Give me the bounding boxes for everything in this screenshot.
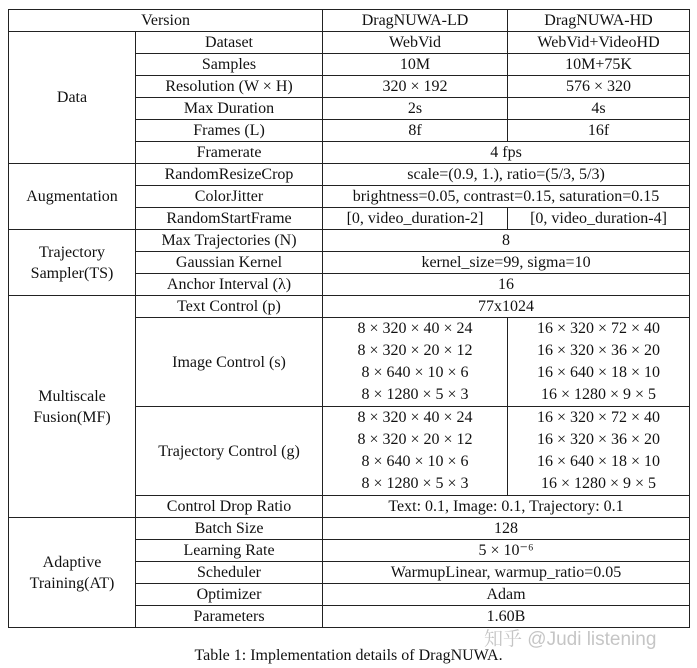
shape-entry: 8 × 320 × 20 × 12 bbox=[357, 431, 473, 448]
shape-entry: 8 × 320 × 20 × 12 bbox=[357, 342, 473, 359]
cell-shared: 1.60B bbox=[323, 606, 690, 628]
table-row bbox=[9, 164, 690, 186]
shape-entry: 16 × 320 × 72 × 40 bbox=[536, 320, 661, 337]
shape-entry: 8 × 320 × 40 × 24 bbox=[357, 320, 473, 337]
table-row bbox=[9, 296, 690, 318]
group-adaptive-training: Adaptive Training(AT) bbox=[9, 518, 136, 628]
shape-entry: 8 × 1280 × 5 × 3 bbox=[361, 386, 469, 403]
shape-entry: 8 × 640 × 10 × 6 bbox=[361, 364, 469, 381]
row-label: Trajectory Control (g) bbox=[136, 407, 323, 496]
cell-hd-stack bbox=[508, 318, 690, 407]
shape-entry: 16 × 1280 × 9 × 5 bbox=[540, 386, 657, 403]
row-label: Anchor Interval (λ) bbox=[136, 274, 323, 296]
cell-shared: 77x1024 bbox=[323, 296, 690, 318]
cell-ld-stack bbox=[323, 318, 508, 407]
shape-entry: 16 × 640 × 18 × 10 bbox=[536, 364, 661, 381]
shape-entry: 8 × 640 × 10 × 6 bbox=[361, 453, 469, 470]
row-label: RandomStartFrame bbox=[136, 208, 323, 230]
row-label: Framerate bbox=[136, 142, 323, 164]
group-data: Data bbox=[9, 32, 136, 164]
row-label: Samples bbox=[136, 54, 323, 76]
row-label: Optimizer bbox=[136, 584, 323, 606]
row-label: Frames (L) bbox=[136, 120, 323, 142]
cell-hd-stack bbox=[508, 407, 690, 496]
table-row bbox=[9, 518, 690, 540]
cell-shared: 8 bbox=[323, 230, 690, 252]
shape-entry: 8 × 320 × 40 × 24 bbox=[357, 409, 473, 426]
cell-ld: 320 × 192 bbox=[323, 76, 508, 98]
row-label: Text Control (p) bbox=[136, 296, 323, 318]
cell-ld: 2s bbox=[323, 98, 508, 120]
row-label: Image Control (s) bbox=[136, 318, 323, 407]
table-row bbox=[9, 32, 690, 54]
shape-entry: 8 × 1280 × 5 × 3 bbox=[361, 475, 469, 492]
cell-ld: 10M bbox=[323, 54, 508, 76]
cell-shared: 16 bbox=[323, 274, 690, 296]
watermark: 知乎 @Judi listening bbox=[484, 629, 657, 650]
implementation-details-table bbox=[8, 9, 690, 628]
header-ld: DragNUWA-LD bbox=[323, 10, 508, 32]
cell-ld: 8f bbox=[323, 120, 508, 142]
group-augmentation: Augmentation bbox=[9, 164, 136, 230]
row-label: Scheduler bbox=[136, 562, 323, 584]
cell-ld: [0, video_duration-2] bbox=[323, 208, 508, 230]
shape-entry: 16 × 320 × 36 × 20 bbox=[536, 342, 661, 359]
cell-shared: WarmupLinear, warmup_ratio=0.05 bbox=[323, 562, 690, 584]
cell-hd: 576 × 320 bbox=[508, 76, 690, 98]
cell-shared: Text: 0.1, Image: 0.1, Trajectory: 0.1 bbox=[323, 496, 690, 518]
group-trajectory-sampler: Trajectory Sampler(TS) bbox=[9, 230, 136, 296]
row-label: Batch Size bbox=[136, 518, 323, 540]
cell-shared: 128 bbox=[323, 518, 690, 540]
header-version: Version bbox=[9, 10, 323, 32]
row-label: Learning Rate bbox=[136, 540, 323, 562]
row-label: ColorJitter bbox=[136, 186, 323, 208]
row-label: Dataset bbox=[136, 32, 323, 54]
shape-entry: 16 × 320 × 72 × 40 bbox=[536, 409, 661, 426]
cell-shared: 4 fps bbox=[323, 142, 690, 164]
cell-hd: 16f bbox=[508, 120, 690, 142]
cell-hd: 4s bbox=[508, 98, 690, 120]
row-label: Gaussian Kernel bbox=[136, 252, 323, 274]
header-row bbox=[9, 10, 690, 32]
cell-hd: [0, video_duration-4] bbox=[508, 208, 690, 230]
cell-hd: 10M+75K bbox=[508, 54, 690, 76]
shape-entry: 16 × 1280 × 9 × 5 bbox=[540, 475, 657, 492]
cell-hd: WebVid+VideoHD bbox=[508, 32, 690, 54]
group-multiscale-fusion: Multiscale Fusion(MF) bbox=[9, 296, 136, 518]
cell-shared: kernel_size=99, sigma=10 bbox=[323, 252, 690, 274]
header-hd: DragNUWA-HD bbox=[508, 10, 690, 32]
shape-entry: 16 × 640 × 18 × 10 bbox=[536, 453, 661, 470]
table-caption: Table 1: Implementation details of DragNUWA. bbox=[194, 647, 503, 664]
cell-ld: WebVid bbox=[323, 32, 508, 54]
cell-shared: scale=(0.9, 1.), ratio=(5/3, 5/3) bbox=[323, 164, 690, 186]
table-row bbox=[9, 230, 690, 252]
cell-shared: brightness=0.05, contrast=0.15, saturation=0.15 bbox=[323, 186, 690, 208]
row-label: RandomResizeCrop bbox=[136, 164, 323, 186]
row-label: Parameters bbox=[136, 606, 323, 628]
row-label: Max Trajectories (N) bbox=[136, 230, 323, 252]
cell-ld-stack bbox=[323, 407, 508, 496]
row-label: Max Duration bbox=[136, 98, 323, 120]
cell-shared: Adam bbox=[323, 584, 690, 606]
cell-shared: 5 × 10⁻⁶ bbox=[323, 540, 690, 562]
row-label: Control Drop Ratio bbox=[136, 496, 323, 518]
shape-entry: 16 × 320 × 36 × 20 bbox=[536, 431, 661, 448]
row-label: Resolution (W × H) bbox=[136, 76, 323, 98]
